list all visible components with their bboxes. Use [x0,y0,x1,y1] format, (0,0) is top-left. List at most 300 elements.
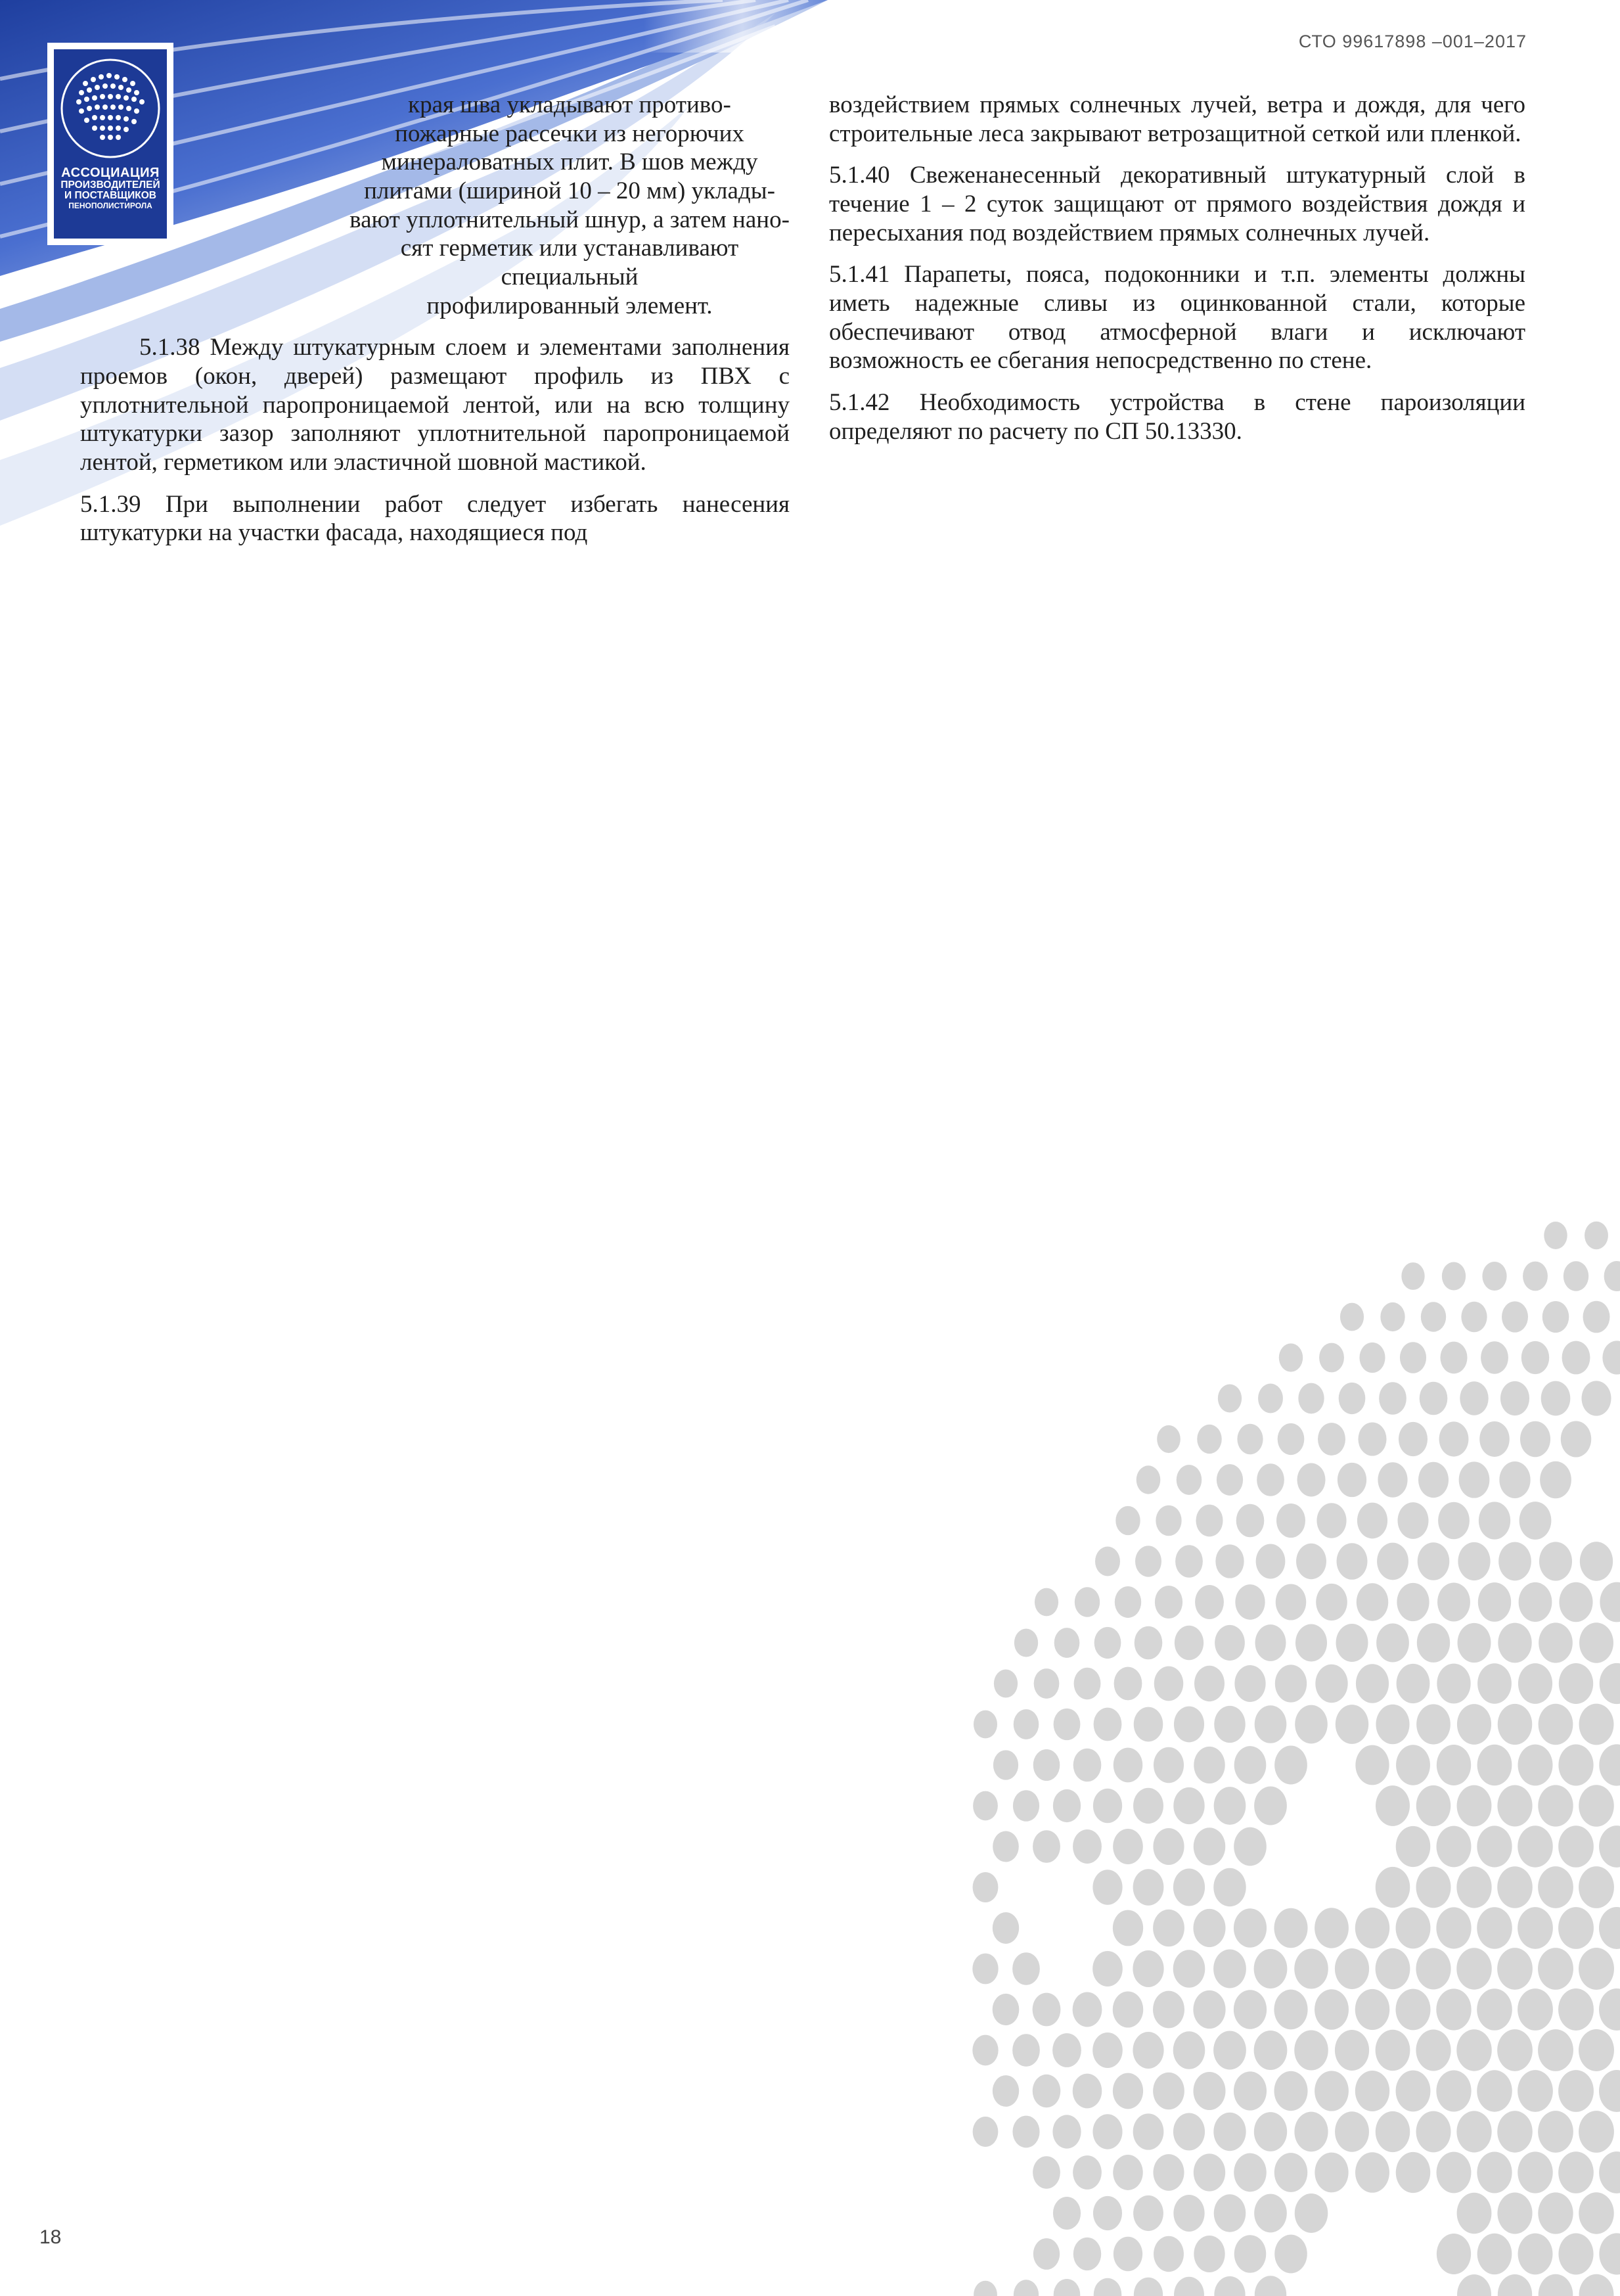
globe-dot [1579,1704,1614,1745]
globe-dot [1278,1423,1305,1455]
globe-dot [1539,1542,1572,1580]
globe-dot [1542,1301,1569,1333]
globe-dot [1236,1504,1265,1537]
globe-dot [1235,1584,1265,1620]
globe-dot [1316,1584,1347,1620]
globe-dot [1518,2151,1552,2193]
globe-dot [1477,1825,1512,1867]
globe-dot [1558,2234,1593,2275]
globe-dot [1255,1705,1287,1743]
globe-dot [1377,1543,1408,1580]
globe-dot [1213,1950,1246,1988]
globe-dot [1218,1385,1242,1413]
globe-dot [1376,1867,1410,1908]
globe-dot [1538,1948,1573,1990]
globe-dot [1258,1384,1283,1413]
globe-dot [1458,1542,1490,1580]
globe-dot [1316,1503,1346,1538]
globe-dot [1498,2274,1532,2296]
globe-dot [1396,2071,1431,2112]
globe-dot [1437,1826,1472,1868]
globe-dot [1012,1952,1040,1985]
globe-dot [1456,1948,1491,1989]
globe-dot [1113,1910,1143,1946]
globe-dot [1315,2153,1348,2193]
globe-dot [1177,1465,1202,1495]
globe-dot [1396,1826,1431,1867]
globe-dot [1416,1785,1451,1826]
globe-dot [1477,1745,1512,1785]
globe-dot [1173,2031,1205,2069]
globe-dot [1356,1664,1389,1703]
globe-dot [1133,1788,1163,1824]
globe-dot [1497,1866,1533,1908]
globe-dot [1442,1262,1466,1290]
globe-dot [1276,1584,1306,1620]
globe-dot [1604,1261,1620,1291]
globe-dot [1175,1626,1204,1660]
globe-dot [1562,1341,1590,1375]
globe-dot [1114,1667,1142,1701]
globe-dot [1416,2029,1451,2071]
globe-dot [1075,1587,1100,1617]
globe-dot [1319,1343,1344,1373]
globe-dot [1437,1582,1470,1621]
globe-dot [1559,1663,1593,1704]
globe-dot [1073,1749,1102,1782]
globe-dot [1296,1544,1326,1579]
globe-dot [1156,1505,1181,1536]
globe-dot [1518,2070,1553,2112]
globe-dot [1579,1622,1613,1663]
paragraph-5-1-38: 5.1.38 Между штукатурным слоем и элементами заполнения проемов (окон, дверей) размещают профиль из ПВХ с уплотнительной паропроницаемой лентой, или на всю толщину штукатурки зазор заполняют уплотнительной паропроницаемой лентой, герметиком или эластичной шовной мастикой. [80,334,790,476]
globe-dot [1173,2113,1205,2150]
globe-dot [1599,1988,1620,2031]
globe-dot [1256,1544,1286,1579]
text-line: края шва укладывают противо- [408,91,731,118]
globe-dot [1437,2234,1471,2274]
globe-dot [1564,1261,1588,1291]
globe-dot [1276,1504,1305,1538]
globe-dot [1539,1622,1573,1663]
globe-dot [1357,1583,1388,1620]
globe-dot [1378,1462,1407,1498]
globe-dot [1153,2073,1184,2110]
globe-dot [1234,1665,1265,1702]
globe-dot [1234,2071,1267,2110]
globe-dot [1315,1908,1349,1948]
globe-dot [1355,2071,1389,2111]
globe-dot [1133,2032,1163,2069]
globe-dot [1217,1464,1243,1496]
globe-dot [1092,1870,1122,1905]
globe-dot [1213,2113,1246,2151]
globe-dot [1397,1664,1430,1703]
globe-dot [1539,2274,1573,2296]
logo-line-2b: И ПОСТАВЩИКОВ [64,190,156,202]
globe-dot [1357,1503,1387,1539]
globe-dot [1113,1829,1143,1864]
globe-dot [1558,2151,1594,2193]
globe-dot [1295,1705,1328,1744]
globe-dot [973,2117,999,2147]
globe-dot [1497,2029,1533,2071]
globe-dot [1520,1421,1550,1458]
logo-line-1: АССОЦИАЦИЯ [61,166,160,180]
logo-line-3: ПЕНОПОЛИСТИРОЛА [68,200,152,210]
globe-dot [1034,1668,1060,1699]
globe-dot [1193,1909,1225,1947]
globe-dot [1376,1785,1410,1826]
globe-dot [1154,1666,1183,1701]
globe-dot [1437,2152,1472,2193]
paragraph-5-1-39-continued: воздействием прямых солнечных лучей, ветра и дождя, для чего строительные леса закрывают ветрозащитной сеткой или пленкой. [829,91,1525,147]
globe-dot [1093,1789,1122,1823]
globe-dot [1194,1666,1225,1701]
globe-dot [1558,2070,1594,2112]
globe-dot [1582,1381,1611,1415]
globe-dot [1174,2277,1204,2296]
globe-dot [1437,1664,1470,1704]
globe-dot [1477,2234,1512,2274]
globe-dot [1173,1787,1204,1824]
globe-dot [1173,1868,1205,1906]
globe-dot [1599,2070,1620,2112]
globe-dot [1195,1585,1224,1619]
globe-dot [1497,1948,1533,1990]
globe-dot [1416,1948,1451,1989]
globe-dot [1498,1623,1531,1663]
globe-dot [1335,2030,1369,2071]
globe-dot [1558,1744,1593,1785]
globe-dot [1014,2280,1039,2296]
globe-dot [1012,2116,1039,2148]
text-line: минераловатных плит. В шов между [381,149,758,176]
globe-dot [1538,1785,1573,1826]
globe-dot [1498,1704,1532,1745]
globe-dot [1335,1948,1369,1989]
text-line: вают уплотнительный шнур, а затем нано- [349,206,790,233]
globe-dot [973,1791,998,1821]
globe-dot [1113,2155,1143,2190]
globe-dot [1355,1745,1389,1785]
globe-dot [1197,1425,1221,1454]
globe-dot [1194,1747,1225,1783]
wrapped-text-block [80,91,790,320]
globe-dot [1518,1745,1552,1786]
globe-dot [1355,2152,1389,2193]
globe-dot [1054,1709,1081,1740]
globe-dot [1134,1707,1163,1742]
globe-dot [1376,1705,1409,1745]
globe-dot [1234,1990,1267,2029]
globe-dot [1294,2112,1328,2152]
globe-dot [1114,2237,1142,2271]
globe-dot [1013,1790,1039,1822]
globe-dot [1395,1989,1430,2031]
globe-dot [1500,1381,1529,1415]
logo-line-2a: ПРОИЗВОДИТЕЛЕЙ [60,179,160,191]
globe-dot [1033,2156,1060,2188]
globe-dot [1579,2111,1614,2153]
globe-dot [1482,1262,1506,1291]
globe-dot [1336,1624,1368,1662]
globe-dot [1033,1993,1061,2027]
globe-dot [1518,1907,1553,1949]
globe-dot [1194,2153,1225,2191]
globe-dot [1418,1462,1449,1498]
globe-dot [1459,1461,1490,1498]
globe-dot [1456,2111,1491,2152]
globe-dot [1136,1465,1161,1494]
globe-dot [1174,1707,1204,1743]
globe-dot [1234,1827,1267,1866]
globe-dot [1237,1424,1263,1454]
globe-dot [1337,1543,1368,1580]
globe-dot [1074,1668,1101,1699]
globe-dot [1498,1542,1531,1581]
globe-dot [1579,2274,1614,2296]
globe-dot [1255,2276,1286,2296]
globe-dot [1173,1950,1205,1988]
globe-dot [1033,2238,1060,2270]
globe-dot [1194,1827,1225,1865]
globe-dot [1456,2029,1491,2071]
globe-dot [1053,2197,1081,2230]
globe-dot [1295,2193,1328,2233]
globe-dot [1438,1502,1470,1540]
globe-dot [1340,1303,1364,1331]
globe-dot [1599,2151,1620,2193]
globe-dot [1194,2072,1226,2110]
globe-dot [993,1912,1019,1944]
globe-dot [1600,1582,1620,1622]
globe-dot [1113,1991,1143,2027]
globe-dot [1479,1502,1510,1539]
globe-dot [973,1872,999,1902]
globe-dot [972,2035,998,2066]
globe-dot [974,1711,997,1739]
globe-dot [972,1954,998,1985]
globe-dot [1153,1828,1184,1865]
globe-dot [1541,1381,1571,1416]
globe-dot [1153,2154,1184,2191]
globe-dot [1234,1746,1267,1784]
globe-dot [1073,1992,1102,2027]
globe-dot [1559,1582,1592,1622]
globe-dot [1254,1787,1287,1825]
globe-dot [994,1670,1018,1698]
globe-dot [1499,1461,1530,1498]
left-column [80,91,790,561]
globe-dot [1477,1907,1512,1948]
globe-dot [1214,2194,1246,2232]
globe-dot [1437,1745,1471,1785]
page-number: 18 [39,2226,62,2248]
globe-dot [1153,1991,1184,2029]
globe-dot [1033,1830,1060,1863]
globe-dot [1599,1744,1620,1785]
globe-dot [1092,2114,1122,2149]
globe-dot [1558,1988,1594,2031]
globe-dot [1275,1665,1307,1702]
globe-dot [1254,2031,1288,2070]
globe-dot [1053,1789,1081,1822]
globe-dot [1380,1302,1405,1331]
globe-dot [1497,1785,1532,1826]
globe-dot [1173,2195,1204,2232]
globe-dot [1196,1505,1223,1537]
globe-dot [1335,2111,1369,2152]
globe-dot [1052,2033,1081,2067]
globe-dot [1497,2111,1533,2152]
globe-dot [1215,1544,1244,1578]
globe-dot [1358,1422,1386,1456]
globe-dot [1133,1950,1163,1987]
globe-dot [1133,2113,1164,2149]
globe-dot [1558,1907,1594,1949]
globe-dot [1274,1908,1307,1948]
dotted-globe-decoration [972,1222,1620,2296]
globe-dot [1436,2070,1471,2111]
globe-dot [1014,1629,1038,1657]
globe-dot [1033,1749,1060,1781]
globe-dot [1274,2153,1307,2192]
globe-dot [1274,1746,1307,1785]
globe-dot [1054,2279,1081,2296]
paragraph-5-1-39: 5.1.39 При выполнении работ следует избегать нанесения штукатурки на участки фасада, находящиеся под [80,490,790,547]
globe-dot [1477,2070,1512,2111]
paragraph-5-1-40: 5.1.40 Свеженанесенный декоративный штукатурный слой в течение 1 – 2 суток защищают от прямого воздействия дождя и пересыхания под воздействием прямых солнечных лучей. [829,162,1525,246]
globe-dot [1599,1907,1620,1949]
globe-dot [1298,1383,1324,1414]
globe-dot [1338,1463,1366,1497]
globe-dot [1540,1461,1571,1499]
globe-dot [1318,1423,1345,1456]
globe-dot [1579,1866,1614,1908]
globe-dot [1193,1990,1225,2029]
globe-dot [1135,1546,1161,1576]
globe-dot [1416,1867,1451,1908]
globe-dot [1359,1343,1385,1373]
globe-dot [1518,1825,1553,1867]
globe-dot [1420,1382,1448,1415]
globe-dot [1094,2278,1122,2296]
document-code: СТО 99617898 –001–2017 [1298,32,1527,51]
globe-dot [1054,1628,1080,1658]
globe-dot [1544,1222,1567,1249]
globe-dot [1155,1586,1182,1619]
globe-dot [1460,1381,1488,1415]
globe-dot [1094,1708,1122,1741]
globe-dot [993,1994,1020,2025]
globe-dot [1376,2111,1410,2152]
globe-dot [1234,1908,1267,1947]
globe-dot [1135,1626,1163,1659]
globe-dot [1456,1866,1491,1908]
globe-dot [1519,1582,1552,1622]
globe-dot [1599,2233,1620,2274]
globe-dot [1093,2196,1122,2230]
globe-dot [1461,1302,1487,1333]
globe-dot [1585,1222,1608,1250]
globe-dot [1274,1990,1307,2030]
globe-dot [1114,1748,1142,1783]
globe-dot [1579,1785,1614,1826]
globe-dot [1073,1829,1102,1864]
globe-dot [1295,1624,1327,1662]
globe-dot [1012,2034,1040,2066]
globe-dot [1033,2075,1061,2107]
globe-dot [1518,1663,1552,1704]
globe-dot [1399,1422,1428,1456]
globe-dot [1234,2235,1267,2273]
globe-dot [1175,1545,1203,1577]
globe-dot [1558,1825,1594,1868]
globe-dot [1274,2071,1307,2111]
globe-dot [1376,2030,1410,2071]
globe-dot [1579,2192,1613,2234]
globe-dot [1279,1343,1303,1371]
globe-dot [1214,1787,1246,1825]
globe-dot [1477,1988,1512,2031]
globe-dot [1600,1663,1620,1704]
globe-dot [1439,1421,1469,1456]
globe-dot [993,1750,1018,1779]
globe-dot [1481,1341,1508,1374]
globe-dot [1418,1542,1450,1580]
globe-dot [1440,1342,1467,1374]
globe-dot [1376,1624,1409,1663]
text-line: профилированный элемент. [426,292,713,319]
globe-dot [1502,1301,1528,1332]
globe-dot [1133,2195,1163,2231]
globe-dot [1336,1705,1368,1744]
globe-dot [993,1831,1019,1862]
globe-dot [1113,2073,1143,2109]
globe-dot [1255,1624,1286,1661]
globe-dot [1416,1704,1451,1744]
globe-dot [1355,1908,1389,1948]
globe-dot [1583,1301,1610,1333]
globe-dot [1579,1948,1614,1990]
globe-dot [1457,2193,1492,2234]
globe-dot [1297,1463,1325,1496]
globe-dot [1294,2030,1328,2070]
globe-dot [1421,1302,1446,1331]
globe-dot [1095,1546,1120,1576]
globe-dot [1094,1627,1121,1659]
globe-dot [1400,1342,1426,1373]
globe-dot [1134,2278,1163,2296]
globe-dot [1073,2155,1102,2190]
globe-dot [1035,1588,1058,1617]
globe-dot [1257,1463,1284,1496]
text-line: пожарные рассечки из негорючих [395,120,744,147]
globe-dot [1274,2235,1307,2274]
globe-dot [1396,1745,1430,1785]
globe-dot [1518,2234,1553,2275]
globe-dot [1052,2115,1081,2148]
globe-dot [1602,1341,1620,1374]
text-line: сят герметик или устанавливают специальный [400,235,739,290]
globe-dot [1396,2152,1430,2193]
globe-dot [1355,1989,1390,2030]
globe-dot [1396,1908,1431,1949]
globe-dot [1401,1262,1424,1290]
globe-dot [1254,1949,1288,1988]
globe-dot [1477,1663,1512,1703]
